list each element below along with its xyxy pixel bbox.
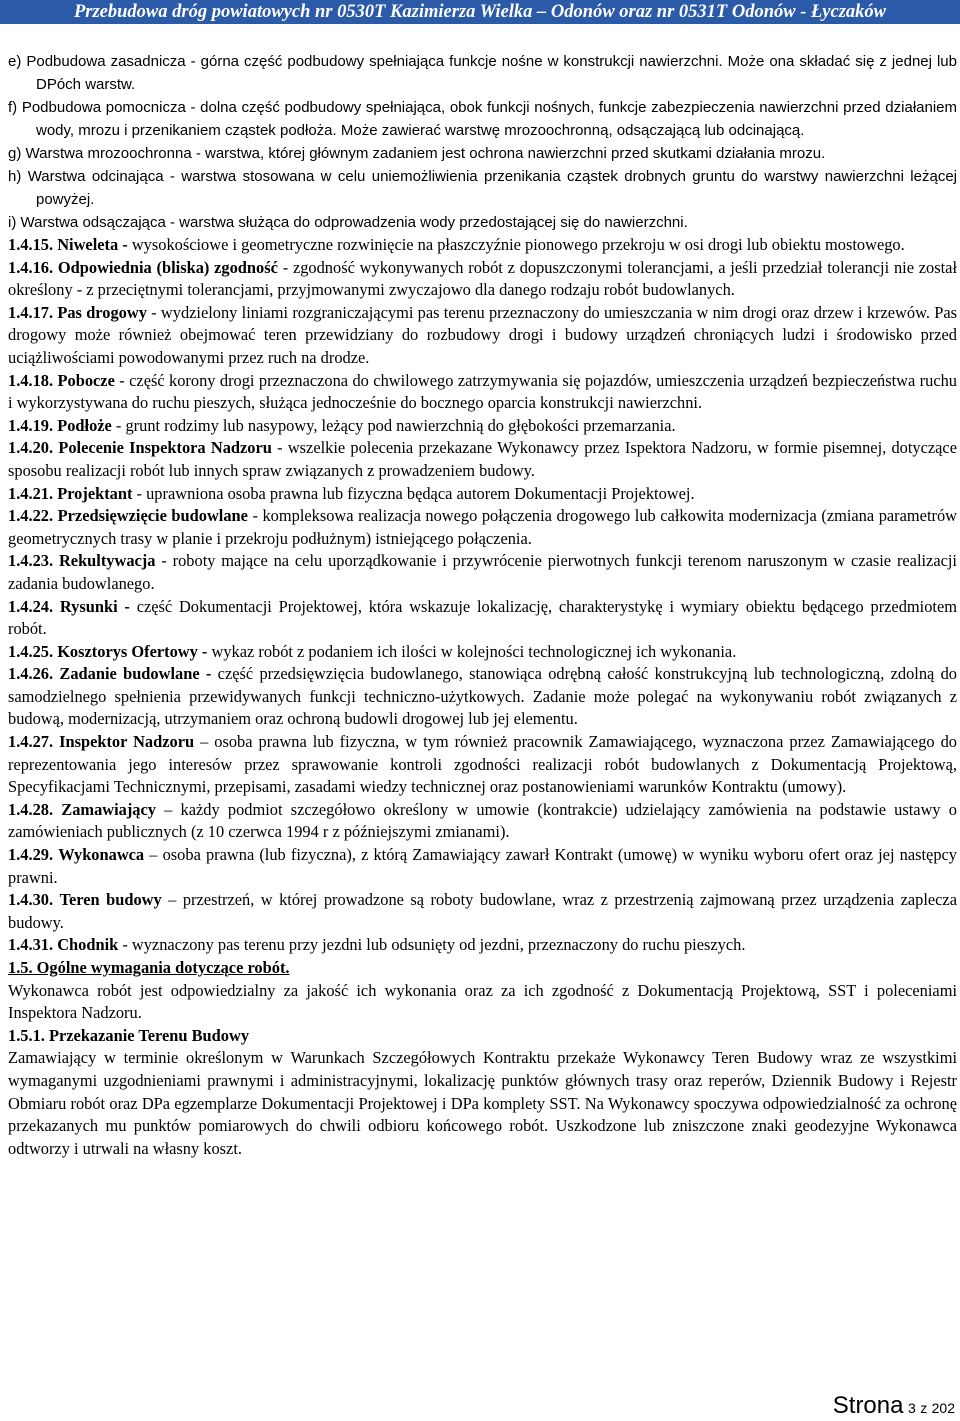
definition-text: część Dokumentacji Projektowej, która wskazuje lokalizację, charakterystykę i wymiary obiektu będącego przedmiotem robót. <box>8 596 957 639</box>
definition-text: wysokościowe i geometryczne rozwinięcie na płaszczyźnie pionowego przekroju w osi drogi lub obiektu mostowego. <box>127 235 905 254</box>
definition-text: - grunt rodzimy lub nasypowy, leżący pod nawierzchnią do głębokości przemarzania. <box>111 415 676 435</box>
definition-1-4-26 <box>8 663 957 731</box>
definition-number: 1.4.29. <box>8 845 54 865</box>
definition-1-4-18 <box>8 370 957 415</box>
definition-term: Pobocze <box>57 370 115 390</box>
definition-term: Projektant <box>57 483 133 503</box>
definition-text: wykaz robót z podaniem ich ilości w kolejności technologicznej ich wykonania. <box>207 641 737 661</box>
definition-text: - wyznaczony pas terenu przy jezdni lub odsunięty od jezdni, przeznaczony do ruchu pieszych. <box>118 935 746 955</box>
definition-number: 1.4.28. <box>8 799 54 819</box>
item-f: f) Podbudowa pomocnicza - dolna część podbudowy spełniająca, obok funkcji nośnych, funkcje zabezpieczenia nawierzchni przed działaniem wody, mrozu i przenikaniem cząstek podłoża. Może zawierać warstwę mrozoochronną, odsączającą lub odcinającą. <box>8 99 957 139</box>
definition-1-4-22 <box>8 505 957 550</box>
definition-1-4-27 <box>8 731 957 799</box>
definition-1-4-17 <box>8 302 957 370</box>
definition-text: – każdy podmiot szczegółowo określony w umowie (kontrakcie) udzielający zamówienia na podstawie ustawy o zamówieniach publicznych (z 10 czerwca 1994 r z późniejszymi zmianami). <box>8 799 957 842</box>
definition-term: Niweleta - <box>57 235 128 254</box>
definition-number: 1.4.27. <box>8 732 54 752</box>
definition-term: Chodnik <box>57 935 119 955</box>
definition-term: Wykonawca <box>58 845 145 865</box>
definition-term: Polecenie Inspektora Nadzoru <box>58 438 272 458</box>
section-1-5-1-text: Zamawiający w terminie określonym w Warunkach Szczegółowych Kontraktu przekaże Wykonawcy Teren Budowy wraz ze wszystkimi wymaganymi uzgodnieniami prawnymi i administracyjnymi, lokalizację punktów głównych trasy oraz reperów, Dziennik Budowy i Rejestr Obmiaru robót oraz DPa egzemplarze Dokumentacji Projektowej i DPa komplety SST. Na Wykonawcy spoczywa odpowiedzialność za ochronę przekazanych mu punktów pomiarowych do chwili odbioru końcowego robót. Uszkodzone lub zniszczone znaki geodezyjne Wykonawca odtworzy i utrwali na własny koszt. <box>8 1048 957 1158</box>
definition-term: Rekultywacja <box>58 551 156 571</box>
definition-1-4-21 <box>8 483 957 506</box>
definition-1-4-15 <box>8 234 957 257</box>
definition-number: 1.4.24. <box>8 596 54 616</box>
definition-text: - wydzielony liniami rozgraniczającymi pas terenu przeznaczony do umieszczania w nim drogi oraz drzew i krzewów. Pas drogowy może również obejmować teren przewidziany do rozbudowy drogi i budowy urządzeń chroniących ludzi i środowisko przed uciążliwościami powodowanymi przez ruch na drodze. <box>8 302 957 367</box>
definition-text: - zgodność wykonywanych robót z dopuszczonymi tolerancjami, a jeśli przedział tolerancji nie został określony - z przeciętnymi tolerancjami, przyjmowanymi zwyczajowo dla danego rodzaju robót budowlanych. <box>8 257 957 300</box>
definition-text: - uprawniona osoba prawna lub fizyczna będąca autorem Dokumentacji Projektowej. <box>132 483 695 503</box>
definition-number: 1.4.18. <box>8 370 54 390</box>
definition-text: część przedsięwzięcia budowlanego, stanowiąca odrębną całość konstrukcyjną lub technologiczną, zdolną do samodzielnego spełnienia przewidywanych funkcji techniczno-użytkowych. Zadanie może polegać na wykonywaniu robót związanych z budową, modernizacją, utrzymaniem oraz ochroną budowli drogowej lub jej elementu. <box>8 664 957 729</box>
definition-text: - roboty mające na celu uporządkowanie i przywrócenie pierwotnych funkcji terenom naruszonym w czasie realizacji zadania budowlanego. <box>8 551 957 593</box>
definition-number: 1.4.19. <box>8 415 54 435</box>
definition-text: – osoba prawna lub fizyczna, w tym również pracownik Zamawiającego, wyznaczona przez Zamawiającego do reprezentowania jego interesów przez sprawowanie kontroli zgodności realizacji robót budowlanych z Dokumentacją Projektową, Specyfikacjami Technicznymi, przepisami, zasadami wiedzy technicznej oraz postanowieniami warunków Kontraktu (umowy). <box>8 732 957 797</box>
definition-text: - wszelkie polecenia przekazane Wykonawcy przez Ispektora Nadzoru, w formie pisemnej, dotyczące sposobu realizacji robót lub innych spraw związanych z prowadzeniem budowy. <box>8 438 957 480</box>
footer-page: 3 <box>907 1400 916 1416</box>
definition-1-4-25 <box>8 641 957 664</box>
definition-term: Zamawiający <box>61 799 156 819</box>
footer-total: 202 <box>931 1400 955 1416</box>
definition-text: - część korony drogi przeznaczona do chwilowego zatrzymywania się pojazdów, umieszczenia urządzeń bezpieczeństwa ruchu i wykorzystywana do ruchu pieszych, służąca jednocześnie do bocznego oparcia konstrukcji nawierzchni. <box>8 370 957 413</box>
definition-1-4-19 <box>8 415 957 438</box>
definition-number: 1.4.23. <box>8 551 54 571</box>
section-1-5-1-heading: 1.5.1. Przekazanie Terenu Budowy <box>8 1025 250 1045</box>
definition-number: 1.4.17. <box>8 302 54 322</box>
definition-term: Zadanie budowlane - <box>59 664 212 684</box>
definition-number: 1.4.21. <box>8 483 54 503</box>
definition-term: Przedsięwzięcie budowlane <box>57 506 248 526</box>
definition-number: 1.4.15. <box>8 235 54 254</box>
document-header: Przebudowa dróg powiatowych nr 0530T Kazimierza Wielka – Odonów oraz nr 0531T Odonów - Łyczaków <box>0 0 960 24</box>
definition-number: 1.4.30. <box>8 890 54 910</box>
definition-1-4-24 <box>8 596 957 641</box>
definition-term: Kosztorys Ofertowy - <box>57 641 208 661</box>
definition-number: 1.4.20. <box>8 438 54 458</box>
item-g: g) Warstwa mrozoochronna - warstwa, której głównym zadaniem jest ochrona nawierzchni przed skutkami działania mrozu. <box>8 145 826 162</box>
item-e: e) Podbudowa zasadnicza - górna część podbudowy spełniająca funkcje nośne w konstrukcji nawierzchni. Może ona składać się z jednej lub DPóch warstw. <box>8 53 957 93</box>
definition-1-4-30 <box>8 889 957 934</box>
definition-text: – osoba prawna (lub fizyczna), z którą Zamawiający zawarł Kontrakt (umowę) w wyniku wyboru ofert oraz jej następcy prawni. <box>8 845 957 887</box>
page-number-footer <box>833 1392 955 1420</box>
definition-number: 1.4.22. <box>8 506 54 526</box>
section-1-5-text: Wykonawca robót jest odpowiedzialny za jakość ich wykonania oraz za ich zgodność z Dokumentacją Projektową, SST i poleceniami Inspektora Nadzoru. <box>8 980 957 1023</box>
definition-number: 1.4.25. <box>8 641 54 661</box>
definition-number: 1.4.16. <box>8 257 54 277</box>
item-h: h) Warstwa odcinająca - warstwa stosowana w celu uniemożliwienia przenikania cząstek drobnych gruntu do warstwy nawierzchni leżącej powyżej. <box>8 168 957 208</box>
definition-text: – przestrzeń, w której prowadzone są roboty budowlane, wraz z przestrzenią zajmowaną przez urządzenia zaplecza budowy. <box>8 890 957 932</box>
definition-1-4-28 <box>8 799 957 844</box>
definition-term: Teren budowy <box>59 890 162 910</box>
definition-number: 1.4.31. <box>8 935 54 955</box>
footer-strona-label: Strona <box>832 1392 904 1419</box>
footer-of: z <box>920 1400 928 1416</box>
definition-1-4-23 <box>8 550 957 595</box>
section-1-5-heading: 1.5. Ogólne wymagania dotyczące robót. <box>8 958 290 977</box>
definition-term: Odpowiednia (bliska) zgodność <box>57 257 278 277</box>
definition-1-4-20 <box>8 437 957 482</box>
definition-1-4-31 <box>8 934 957 957</box>
definition-term: Podłoże <box>57 415 112 435</box>
definition-term: Inspektor Nadzoru <box>59 732 195 752</box>
item-i: i) Warstwa odsączająca - warstwa służąca do odprowadzenia wody przedostającej się do nawierzchni. <box>8 214 688 231</box>
definition-1-4-16 <box>8 257 957 302</box>
document-body <box>8 50 957 1160</box>
definition-term: Pas drogowy <box>57 302 147 322</box>
definition-1-4-29 <box>8 844 957 889</box>
definition-term: Rysunki - <box>59 596 130 616</box>
definition-number: 1.4.26. <box>8 664 54 684</box>
definition-text: - kompleksowa realizacja nowego połączenia drogowego lub całkowita modernizacja (zmiana parametrów geometrycznych trasy w planie i przekroju podłużnym) istniejącego połączenia. <box>8 506 957 548</box>
